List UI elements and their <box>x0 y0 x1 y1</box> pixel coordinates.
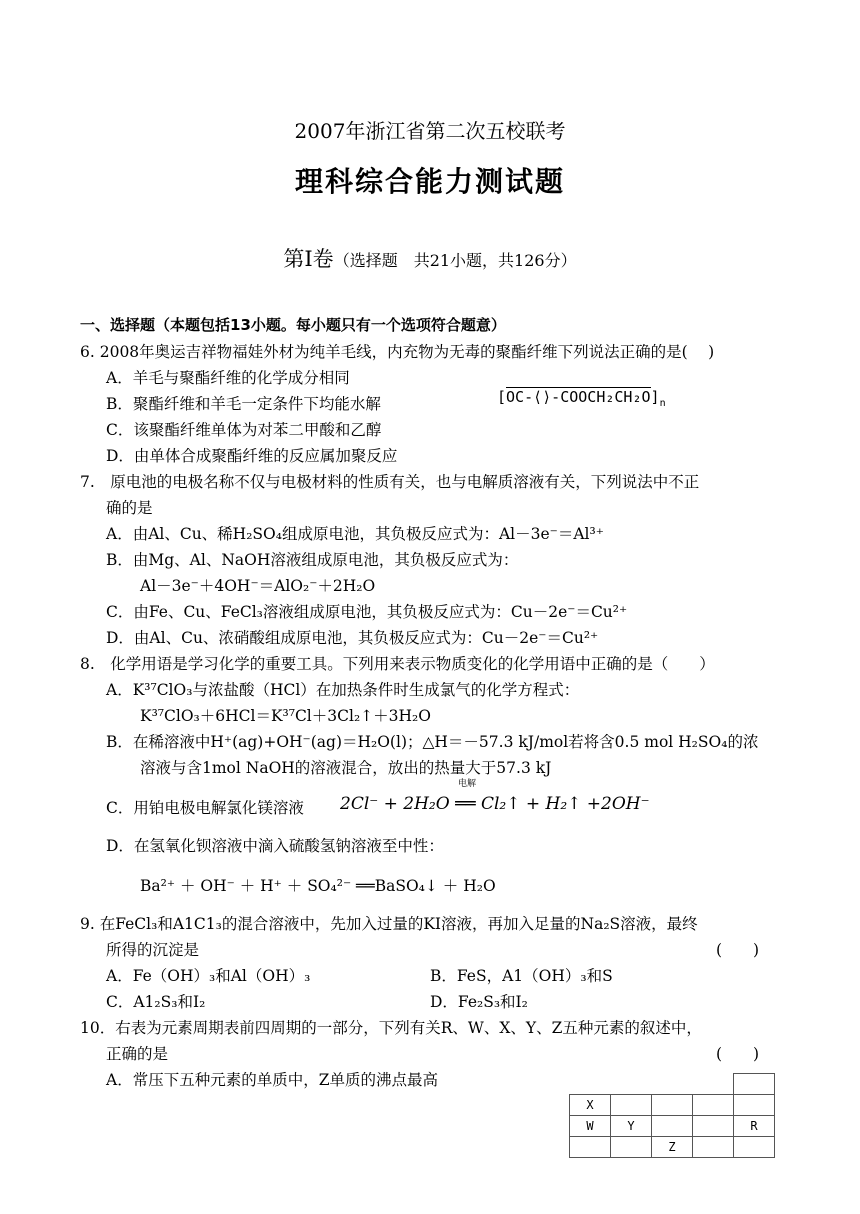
q7-option-b-2: Al－3e⁻＋4OH⁻＝AlO₂⁻＋2H₂O <box>140 577 376 595</box>
q6-option-a: A．羊毛与聚酯纤维的化学成分相同 <box>106 369 350 387</box>
volume-note: （选择题 共21小题，共126分） <box>333 251 577 270</box>
pt-cell <box>611 1137 652 1158</box>
q8-option-a-2: K³⁷ClO₃＋6HCl＝K³⁷Cl＋3Cl₂↑＋3H₂O <box>140 707 431 725</box>
q7-option-b-1: B．由Mg、Al、NaOH溶液组成原电池，其负极反应式为： <box>106 551 519 569</box>
volume-heading <box>0 243 860 273</box>
pt-cell-z: Z <box>652 1137 693 1158</box>
pt-cell <box>652 1095 693 1116</box>
pt-cell <box>734 1137 775 1158</box>
q9-stem-1: 9. 在FeCl₃和A1C1₃的混合溶液中，先加入过量的KI溶液，再加入足量的Na₂S溶液，最终 <box>80 915 698 933</box>
q8-stem: 8. 化学用语是学习化学的重要工具。下列用来表示物质变化的化学用语中正确的是（ ） <box>80 655 715 673</box>
pt-cell <box>652 1116 693 1137</box>
q9-option-c: C．A1₂S₃和I₂ <box>106 993 206 1011</box>
pt-cell <box>611 1095 652 1116</box>
section-title: 一、选择题（本题包括13小题。每小题只有一个选项符合题意） <box>80 316 506 334</box>
polymer-formula: OC-⟨⟩-COOCH₂CH₂O <box>506 388 651 406</box>
volume-label: 第Ⅰ卷 <box>283 247 334 271</box>
pt-cell-r: R <box>734 1116 775 1137</box>
q8-option-c-equation: 2Cl⁻ + 2H₂O ══ Cl₂↑ + H₂↑ +2OH⁻ <box>340 794 650 814</box>
pt-cell <box>734 1074 775 1095</box>
periodic-table-fragment <box>569 1073 775 1158</box>
pt-cell <box>570 1137 611 1158</box>
pt-cell <box>693 1074 734 1095</box>
pt-cell-w: W <box>570 1116 611 1137</box>
pt-cell <box>570 1074 611 1095</box>
q10-stem-1: 10．右表为元素周期表前四周期的一部分，下列有关R、W、X、Y、Z五种元素的叙述中， <box>80 1019 702 1037</box>
q9-option-b: B．FeS，A1（OH）₃和S <box>430 967 613 985</box>
q10-answer-paren: ( ) <box>716 1045 760 1063</box>
exam-header: 2007年浙江省第二次五校联考 <box>294 119 566 143</box>
paper-title: 理科综合能力测试题 <box>294 165 565 198</box>
electrolysis-condition: 电解 <box>458 779 477 789</box>
q6-option-c: C．该聚酯纤维单体为对苯二甲酸和乙醇 <box>106 421 382 439</box>
q10-stem-2: 正确的是 <box>106 1045 169 1063</box>
q7-option-c: C．由Fe、Cu、FeCl₃溶液组成原电池，其负极反应式为：Cu－2e⁻＝Cu²⁺ <box>106 603 628 621</box>
q6-stem: 6. 2008年奥运吉祥物福娃外材为纯羊毛线，内充物为无毒的聚酯纤维下列说法正确的是( ) <box>80 343 715 361</box>
q7-option-d: D．由Al、Cu、浓硝酸组成原电池，其负极反应式为：Cu－2e⁻＝Cu²⁺ <box>106 629 599 647</box>
q9-stem-2: 所得的沉淀是 <box>106 941 200 959</box>
pt-cell <box>693 1095 734 1116</box>
pt-cell-x: X <box>570 1095 611 1116</box>
q7-stem-1: 7. 原电池的电极名称不仅与电极材料的性质有关，也与电解质溶液有关，下列说法中不正 <box>80 473 700 491</box>
pt-cell <box>652 1074 693 1095</box>
q7-stem-2: 确的是 <box>106 499 153 517</box>
q8-option-d-2: Ba²⁺ ＋ OH⁻ ＋ H⁺ ＋ SO₄²⁻ ══BaSO₄↓ ＋ H₂O <box>140 877 496 895</box>
pt-cell <box>693 1116 734 1137</box>
pt-cell <box>611 1074 652 1095</box>
q9-answer-paren: ( ) <box>716 941 760 959</box>
pt-cell <box>734 1095 775 1116</box>
q10-option-a: A．常压下五种元素的单质中，Z单质的沸点最高 <box>106 1071 438 1089</box>
q6-option-b: B．聚酯纤维和羊毛一定条件下均能水解 <box>106 395 381 413</box>
polymer-structure: $[OC-⟨⟩-COOCH_2CH_2O]_n$ <box>497 388 666 409</box>
q8-option-b-2: 溶液与含1mol NaOH的溶液混合，放出的热量大于57.3 kJ <box>140 759 552 777</box>
q6-option-d: D．由单体合成聚酯纤维的反应属加聚反应 <box>106 447 398 465</box>
q9-option-d: D．Fe₂S₃和I₂ <box>430 993 528 1011</box>
q9-option-a: A．Fe（OH）₃和Al（OH）₃ <box>106 967 311 985</box>
q8-option-d-1: D．在氢氧化钡溶液中滴入硫酸氢钠溶液至中性： <box>106 837 444 855</box>
pt-cell <box>693 1137 734 1158</box>
q8-option-b-1: B．在稀溶液中H⁺(ag)+OH⁻(ag)＝H₂O(l)；△H＝－57.3 kJ/mol若将含0.5 mol H₂SO₄的浓 <box>106 733 759 751</box>
q8-option-a-1: A．K³⁷ClO₃与浓盐酸（HCl）在加热条件时生成氯气的化学方程式： <box>106 681 580 699</box>
q8-option-c-label: C．用铂电极电解氯化镁溶液 <box>106 799 304 817</box>
q7-option-a: A．由Al、Cu、稀H₂SO₄组成原电池，其负极反应式为：Al－3e⁻＝Al³⁺ <box>106 525 604 543</box>
pt-cell-y: Y <box>611 1116 652 1137</box>
polymer-n: n <box>659 398 666 409</box>
